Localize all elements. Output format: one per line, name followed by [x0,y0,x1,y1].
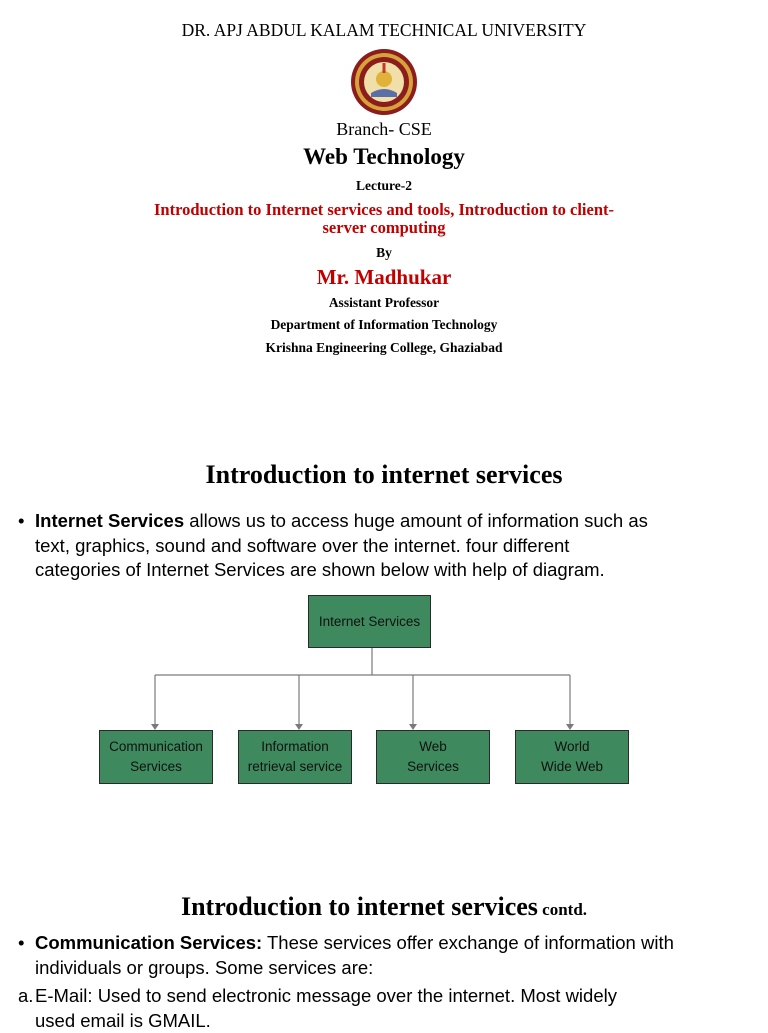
node-label-line2: retrieval service [248,757,343,777]
node-label-line2: Wide Web [541,757,603,777]
list-marker: a. [18,984,33,1009]
node-label-line1: World [541,737,603,757]
node-label-line2: Services [109,757,203,777]
diagram-node-web-services [376,730,490,784]
bullet-text-2: individuals or groups. Some services are: [35,956,763,981]
bullet-text-1: These services offer exchange of information with [262,932,674,953]
bullet-dot-icon: • [18,931,24,956]
section2-item-a [18,984,763,1033]
diagram-root-node: Internet Services [308,595,431,648]
node-label-line1: Communication [109,737,203,757]
section2-title-main: Introduction to internet services [181,892,538,921]
node-label-line1: Web [407,737,459,757]
diagram-node-world-wide-web [515,730,629,784]
by-label: By [0,245,768,261]
diagram-node-communication [99,730,213,784]
section2-bullet [18,931,763,980]
course-title: Web Technology [0,144,768,170]
bullet-dot-icon: • [18,509,24,534]
node-label-line1: Information [248,737,343,757]
lecture-label: Lecture-2 [0,178,768,194]
section2-title-suffix: contd. [538,900,587,919]
bullet-text-2: text, graphics, sound and software over the internet. four different [35,534,758,559]
item-a-text-2: used email is GMAIL. [35,1009,763,1033]
bullet-text-3: categories of Internet Services are shown below with help of diagram. [35,558,758,583]
node-label-line2: Services [407,757,459,777]
branch-label: Branch- CSE [0,119,768,140]
topic-line-2: server computing [0,219,768,237]
university-name: DR. APJ ABDUL KALAM TECHNICAL UNIVERSITY [0,20,768,41]
author-college: Krishna Engineering College, Ghaziabad [0,340,768,356]
section1-title: Introduction to internet services [0,460,768,490]
author-designation: Assistant Professor [0,295,768,311]
section2-title [0,892,768,922]
bullet-bold-term: Internet Services [35,510,184,531]
diagram-node-information-retrieval [238,730,352,784]
bullet-bold-term: Communication Services: [35,932,262,953]
item-a-text-1: E-Mail: Used to send electronic message over the internet. Most widely [35,984,763,1009]
bullet-text-1: allows us to access huge amount of information such as [184,510,648,531]
topic-line-1: Introduction to Internet services and tools, Introduction to client- [0,201,768,219]
author-name: Mr. Madhukar [0,265,768,290]
author-department: Department of Information Technology [0,317,768,333]
